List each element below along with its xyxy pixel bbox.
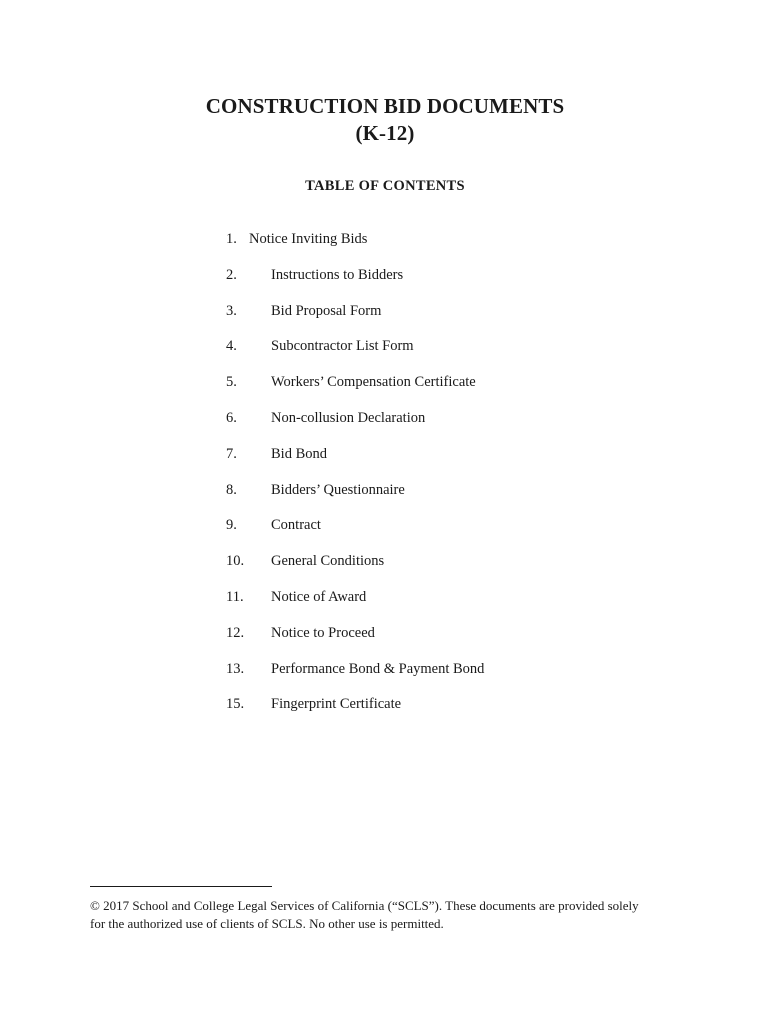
toc-item-number: 15.	[226, 696, 245, 713]
toc-item-label: Non-collusion Declaration	[271, 409, 426, 426]
toc-item-label: Contract	[271, 517, 321, 534]
toc-item-number: 2.	[226, 266, 237, 283]
toc-item	[226, 444, 484, 480]
toc-item	[226, 336, 484, 372]
toc-heading: TABLE OF CONTENTS	[305, 178, 465, 194]
toc-item	[226, 229, 484, 265]
toc-item-number: 6.	[226, 409, 237, 426]
toc-item	[226, 372, 484, 408]
toc-item-number: 11.	[226, 588, 244, 605]
footnote-line-2: for the authorized use of clients of SCLS. No other use is permitted.	[90, 916, 444, 931]
toc-item	[226, 551, 484, 587]
toc-item	[226, 515, 484, 551]
toc-item-label: Notice to Proceed	[271, 624, 375, 641]
toc-item-number: 10.	[226, 553, 245, 570]
toc-item-number: 3.	[226, 302, 237, 319]
toc-item-label: Workers’ Compensation Certificate	[271, 374, 476, 391]
toc-item-number: 7.	[226, 445, 237, 462]
toc-list	[226, 229, 484, 730]
toc-item	[226, 587, 484, 623]
toc-item-number: 13.	[226, 660, 245, 677]
toc-item	[226, 301, 484, 337]
toc-item-label: Notice Inviting Bids	[249, 231, 368, 247]
copyright-footnote	[90, 897, 690, 933]
toc-item	[226, 694, 484, 730]
footnote-line-1: © 2017 School and College Legal Services of California (“SCLS”). These documents are provided solely	[90, 898, 639, 913]
toc-item-number: 1.	[226, 231, 237, 247]
toc-item	[226, 265, 484, 301]
toc-item-number: 5.	[226, 374, 237, 391]
toc-item-number: 9.	[226, 517, 237, 534]
document-title	[0, 93, 770, 147]
toc-item-number: 8.	[226, 481, 237, 498]
toc-item	[226, 659, 484, 695]
toc-item-label: Performance Bond & Payment Bond	[271, 660, 485, 677]
toc-item-label: Instructions to Bidders	[271, 266, 404, 283]
toc-item-number: 4.	[226, 338, 237, 355]
toc-item-label: General Conditions	[271, 553, 385, 570]
toc-item	[226, 623, 484, 659]
toc-item-label: Notice of Award	[271, 588, 367, 605]
title-line-2: (K-12)	[355, 121, 415, 145]
toc-item-label: Subcontractor List Form	[271, 338, 414, 355]
toc-item	[226, 480, 484, 516]
toc-item-label: Bid Bond	[271, 445, 327, 462]
toc-item-label: Bidders’ Questionnaire	[271, 481, 405, 498]
toc-item-label: Fingerprint Certificate	[271, 696, 402, 713]
title-line-1: CONSTRUCTION BID DOCUMENTS	[205, 94, 565, 118]
toc-item-label: Bid Proposal Form	[271, 302, 382, 319]
toc-item-number: 12.	[226, 624, 245, 641]
footnote-divider	[90, 886, 272, 887]
toc-item	[226, 408, 484, 444]
